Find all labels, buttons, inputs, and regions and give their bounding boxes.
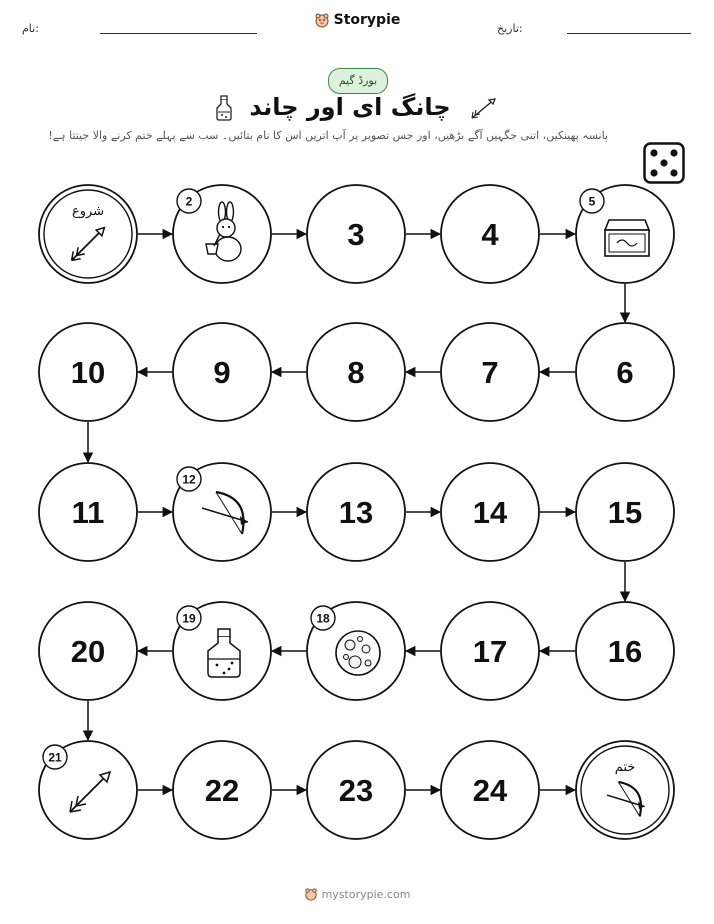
- space-number: 11: [71, 495, 105, 530]
- space-number: 9: [213, 355, 231, 390]
- board-space-2[interactable]: [173, 185, 271, 283]
- space-number: 20: [70, 634, 106, 669]
- date-label: تاریخ:: [497, 22, 523, 35]
- board-space-21[interactable]: [39, 741, 137, 839]
- board-space-14[interactable]: [441, 463, 539, 561]
- board-space-24[interactable]: [441, 741, 539, 839]
- game-type-badge: بورڈ گیم: [328, 68, 388, 94]
- board-space-22[interactable]: [173, 741, 271, 839]
- footer: [0, 887, 714, 901]
- mascot-icon: [304, 887, 318, 901]
- space-number: 4: [481, 217, 499, 252]
- start-label: شروع: [71, 204, 105, 219]
- board-space-8[interactable]: [307, 323, 405, 421]
- space-number: 24: [472, 773, 508, 808]
- space-number: 14: [472, 495, 508, 530]
- name-label: نام:: [22, 22, 39, 35]
- board-space-19[interactable]: [173, 602, 271, 700]
- space-number: 13: [338, 495, 374, 530]
- end-label: ختم: [614, 760, 636, 775]
- board-space-13[interactable]: [307, 463, 405, 561]
- board-space-3[interactable]: [307, 185, 405, 283]
- instructions-text: پانسہ پھینکیں، اتنی جگہیں آگے بڑھیں، اور جس تصویر پر آپ اتریں اس کا نام بتائیں۔ سب سے پہلے ختم کرنے والا جیتتا ہے!: [48, 129, 608, 142]
- space-number: 7: [481, 355, 499, 390]
- board-space-16[interactable]: [576, 602, 674, 700]
- board-space-6[interactable]: [576, 323, 674, 421]
- space-number: 8: [347, 355, 365, 390]
- board-space-4[interactable]: [441, 185, 539, 283]
- space-number: 6: [616, 355, 634, 390]
- space-number: 21: [48, 750, 62, 765]
- footer-url[interactable]: mystorypie.com: [321, 887, 411, 901]
- space-number: 12: [182, 472, 196, 487]
- board-space-7[interactable]: [441, 323, 539, 421]
- board-space-18[interactable]: [307, 602, 405, 700]
- board-space-11[interactable]: [39, 463, 137, 561]
- board-space-12[interactable]: [173, 463, 271, 561]
- space-number: 15: [607, 495, 643, 530]
- brand-name: Storypie: [333, 12, 401, 28]
- space-circle: [39, 185, 137, 283]
- board-space-5[interactable]: [576, 185, 674, 283]
- board-space-1[interactable]: [39, 185, 137, 283]
- moon-icon: [336, 631, 380, 675]
- space-number: 23: [338, 773, 374, 808]
- board-space-17[interactable]: [441, 602, 539, 700]
- board-space-9[interactable]: [173, 323, 271, 421]
- space-number: 16: [607, 634, 643, 669]
- space-number: 2: [185, 194, 193, 209]
- space-number: 3: [347, 217, 365, 252]
- space-circle: [576, 741, 674, 839]
- space-number: 19: [182, 611, 196, 626]
- board-space-25[interactable]: [576, 741, 674, 839]
- board-space-15[interactable]: [576, 463, 674, 561]
- board-space-20[interactable]: [39, 602, 137, 700]
- title-text: چانگ ای اور چاند: [249, 93, 451, 121]
- space-number: 5: [588, 194, 596, 209]
- space-number: 18: [316, 611, 330, 626]
- chest-icon: [605, 220, 649, 256]
- space-number: 22: [204, 773, 240, 808]
- space-number: 10: [70, 355, 106, 390]
- board-space-10[interactable]: [39, 323, 137, 421]
- board-space-23[interactable]: [307, 741, 405, 839]
- space-number: 17: [472, 634, 508, 669]
